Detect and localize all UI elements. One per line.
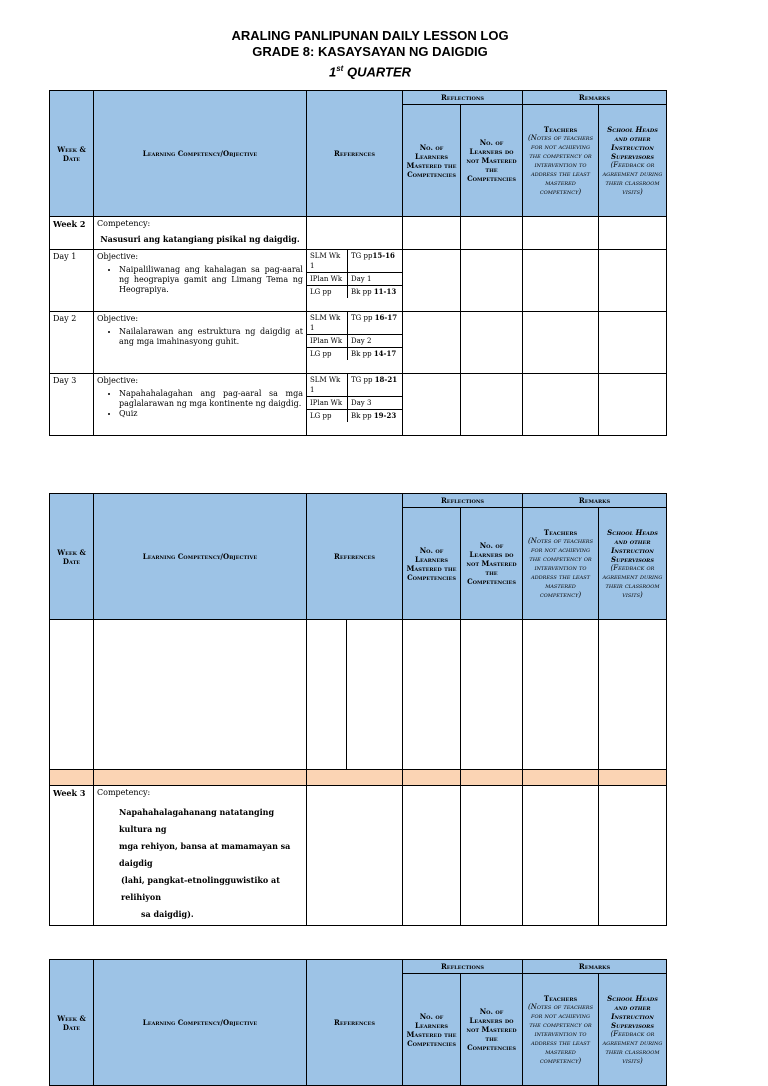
header-remarks: Remarks	[523, 494, 667, 508]
header-competency: Learning Competency/Objective	[94, 960, 307, 1086]
header-school-heads: School Heads and other Instruction Supervisors (Feedback or agreement during their classroom visits)	[599, 974, 667, 1086]
header-reflections: Reflections	[403, 91, 523, 105]
header-references: References	[307, 91, 403, 217]
header-week-date: Week & Date	[50, 91, 94, 217]
header-reflections: Reflections	[403, 960, 523, 974]
title-line-2: GRADE 8: KASAYSAYAN NG DAIGDIG	[252, 44, 488, 59]
header-remarks: Remarks	[523, 91, 667, 105]
quarter-title: 1st QUARTER	[328, 64, 411, 80]
week-cell: Week 3	[50, 786, 94, 926]
lesson-log-table-2	[49, 493, 667, 926]
competency-cell: Competency: Napahahalagahanang natatanging kultura ng mga rehiyon, bansa at mamamayan sa daigdig (lahi, pangkat-etnolingguwistiko at relihiyon sa daigdig).	[94, 786, 307, 926]
document-header	[0, 28, 740, 80]
day-cell: Day 3	[50, 374, 94, 436]
objective-cell: Objective: • Napahahalagahan ang pag-aaral sa mga paglalarawan ng mga kontinente ng daigdig. • Quiz	[94, 374, 307, 436]
header-teachers: Teachers (Notes of teachers for not achieving the competency or intervention to address the least mastered competency)	[523, 105, 599, 217]
header-week-date: Week & Date	[50, 960, 94, 1086]
header-competency: Learning Competency/Objective	[94, 494, 307, 620]
header-competency: Learning Competency/Objective	[94, 91, 307, 217]
references-cell: SLM Wk 1 TG pp 16-17 IPlan Wk Day 2 LG pp Bk pp 14-17	[307, 312, 403, 374]
header-mastered: No. of Learners Mastered the Competencies	[403, 508, 461, 620]
header-references: References	[307, 494, 403, 620]
header-mastered: No. of Learners Mastered the Competencies	[403, 974, 461, 1086]
header-teachers: Teachers (Notes of teachers for not achieving the competency or intervention to address the least mastered competency)	[523, 508, 599, 620]
lesson-log-table-3	[49, 959, 667, 1086]
objective-cell: Objective: • Naipaliliwanag ang kahalagan sa pag-aaral ng heograpiya gamit ang Limang Tema ng Heograpiya.	[94, 250, 307, 312]
objective-cell: Objective: • Nailalarawan ang estruktura ng daigdig at ang mga imahinasyong guhit.	[94, 312, 307, 374]
header-not-mastered: No. of Learners do not Mastered the Competencies	[461, 974, 523, 1086]
header-school-heads: School Heads and other Instruction Supervisors (Feedback or agreement during their classroom visits)	[599, 105, 667, 217]
references-cell: SLM Wk 1 TG pp15-16 IPlan Wk Day 1 LG pp Bk pp 11-13	[307, 250, 403, 312]
header-reflections: Reflections	[403, 494, 523, 508]
header-mastered: No. of Learners Mastered the Competencies	[403, 105, 461, 217]
header-not-mastered: No. of Learners do not Mastered the Competencies	[461, 105, 523, 217]
competency-cell: Competency: Nasusuri ang katangiang pisikal ng daigdig.	[94, 217, 307, 250]
header-remarks: Remarks	[523, 960, 667, 974]
header-week-date: Week & Date	[50, 494, 94, 620]
header-not-mastered: No. of Learners do not Mastered the Competencies	[461, 508, 523, 620]
header-school-heads: School Heads and other Instruction Supervisors (Feedback or agreement during their classroom visits)	[599, 508, 667, 620]
week-cell: Week 2	[50, 217, 94, 250]
references-cell: SLM Wk 1 TG pp 18-21 IPlan Wk Day 3 LG pp Bk pp 19-23	[307, 374, 403, 436]
lesson-log-table-1	[49, 90, 667, 436]
header-teachers: Teachers (Notes of teachers for not achieving the competency or intervention to address the least mastered competency)	[523, 974, 599, 1086]
title-line-1: ARALING PANLIPUNAN DAILY LESSON LOG	[231, 28, 509, 43]
day-cell: Day 1	[50, 250, 94, 312]
day-cell: Day 2	[50, 312, 94, 374]
header-references: References	[307, 960, 403, 1086]
